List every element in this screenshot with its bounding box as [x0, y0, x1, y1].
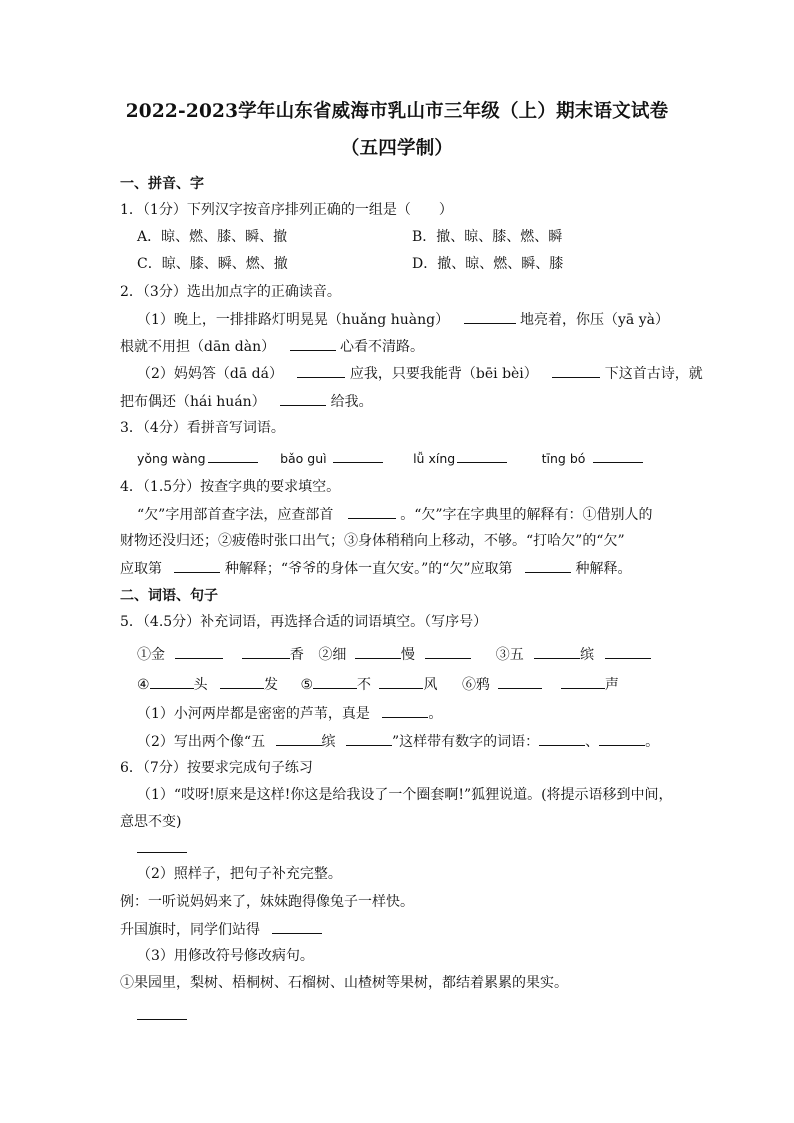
- q4-text-d: 种解释；“爷爷的身体一直欠安。”的“欠”应取第: [224, 561, 513, 577]
- q6-part1-answer: [137, 838, 187, 859]
- pinyin-2: bǎo guì: [280, 451, 327, 466]
- q6-part1-line2: 意思不变): [120, 814, 182, 830]
- q5-word-3: ③五: [495, 647, 524, 663]
- q4-text-e: 种解释。: [575, 561, 632, 577]
- q1-option-b: B．撤、晾、膝、燃、瞬: [412, 229, 563, 245]
- q2-part2-line2: [120, 391, 373, 412]
- answer-blank[interactable]: [137, 1005, 187, 1020]
- q1-option-a: A．晾、燃、膝、瞬、撤: [137, 229, 288, 245]
- q5-sub2-text-a: （2）写出两个像“五: [137, 734, 266, 750]
- answer-blank[interactable]: [276, 731, 322, 746]
- q2-part1-text-a: （1）晚上，一排排路灯明晃晃（huǎng huàng）: [137, 312, 450, 328]
- q3-stem: 3．（4分）看拼音写词语。: [120, 420, 285, 436]
- q5-word-4: ④: [137, 677, 150, 693]
- q5-stem: 5．（4.5分）补充词语，再选择合适的词语填空。（写序号）: [120, 614, 488, 630]
- q5-sub2: [137, 731, 659, 752]
- q5-sub2-text-c: ”这样带有数字的词语：: [391, 734, 540, 750]
- q5-sub2-text-d: 、: [585, 734, 600, 750]
- answer-blank[interactable]: [297, 363, 345, 378]
- answer-blank[interactable]: [313, 674, 357, 689]
- answer-blank[interactable]: [552, 363, 600, 378]
- pinyin-4: tīng bó: [541, 451, 586, 466]
- q4-text-c: 应取第: [120, 561, 162, 577]
- answer-blank[interactable]: [425, 644, 471, 659]
- q6-stem: 6．（7分）按要求完成句子练习: [120, 760, 313, 776]
- q6-part3-answer: [137, 1005, 187, 1026]
- q4-text-b: 。“欠”字在字典里的解释有：①借别人的: [400, 507, 653, 523]
- q5-word-1: ①金: [137, 647, 165, 663]
- answer-blank[interactable]: [539, 731, 585, 746]
- q5-sub1: [137, 703, 442, 724]
- answer-blank[interactable]: [290, 336, 336, 351]
- q5-word-3-mid: 缤: [580, 647, 595, 663]
- q2-part1-text-b: 地亮着，你压（yā yà）: [519, 312, 669, 328]
- q5-sub1-text: （1）小河两岸都是密密的芦苇，真是: [137, 706, 370, 722]
- q2-part2-text-d: 把布偶还（hái huán）: [120, 394, 266, 410]
- q5-word-5-end: 风: [423, 677, 438, 693]
- pinyin-1: yǒng wàng: [137, 451, 206, 466]
- section-heading-2: 二、词语、句子: [120, 588, 218, 604]
- q5-sub1-end: 。: [428, 706, 443, 722]
- exam-subtitle: （五四学制）: [340, 138, 454, 159]
- q5-word-1-end: 香: [289, 647, 304, 663]
- answer-blank[interactable]: [561, 674, 605, 689]
- answer-blank[interactable]: [464, 309, 516, 324]
- answer-blank[interactable]: [208, 448, 258, 463]
- answer-blank[interactable]: [150, 674, 194, 689]
- section-heading-1: 一、拼音、字: [120, 176, 204, 192]
- q5-row2: [137, 674, 619, 695]
- answer-blank[interactable]: [525, 558, 571, 573]
- q5-row1: [137, 644, 651, 665]
- q3-pinyin-row: [137, 448, 643, 469]
- answer-blank[interactable]: [175, 644, 223, 659]
- q6-part1-line1: （1）“哎呀!原来是这样!你这是给我设了一个圈套啊!”狐狸说道。(将提示语移到中间，: [137, 787, 673, 803]
- answer-blank[interactable]: [242, 644, 290, 659]
- q5-word-2: ②细: [318, 647, 347, 663]
- answer-blank[interactable]: [137, 838, 187, 853]
- q5-word-5-mid: 不: [357, 677, 372, 693]
- q2-part1-line1: [137, 309, 669, 330]
- q5-word-4-end: 发: [264, 677, 279, 693]
- q5-word-6: ⑥鸦: [461, 677, 490, 693]
- q4-text-a: “欠”字用部首查字法，应查部首: [137, 507, 334, 523]
- q1-option-c: C．晾、膝、瞬、燃、撤: [137, 256, 288, 272]
- q6-sick-sentence: ①果园里，梨树、梧桐树、石榴树、山楂树等果树，都结着累累的果实。: [120, 975, 568, 991]
- q2-stem: 2．（3分）选出加点字的正确读音。: [120, 284, 341, 300]
- q2-part2-text-e: 给我。: [330, 394, 373, 410]
- q5-word-4-mid: 头: [193, 677, 208, 693]
- q2-part1-text-c: 根就不用担（dān dàn）: [120, 339, 276, 355]
- q2-part1-line2: [120, 336, 424, 357]
- answer-blank[interactable]: [599, 731, 645, 746]
- q6-example: 例：一听说妈妈来了，妹妹跑得像兔子一样快。: [120, 894, 414, 910]
- answer-blank[interactable]: [605, 644, 651, 659]
- q6-part3: （3）用修改符号修改病句。: [137, 948, 314, 964]
- answer-blank[interactable]: [333, 448, 383, 463]
- q5-word-6-end: 声: [604, 677, 619, 693]
- q1-option-d: D．撤、晾、燃、瞬、膝: [412, 256, 564, 272]
- q6-part2: （2）照样子，把句子补充完整。: [137, 866, 342, 882]
- q5-word-2-mid: 慢: [400, 647, 415, 663]
- q4-line3: [120, 558, 631, 579]
- answer-blank[interactable]: [355, 644, 401, 659]
- q1-stem: 1．（1分）下列汉字按音序排列正确的一组是（ ）: [120, 202, 453, 218]
- q2-part1-text-d: 心看不清路。: [340, 339, 425, 355]
- q6-fill-line: [120, 919, 322, 940]
- answer-blank[interactable]: [272, 919, 322, 934]
- q5-sub2-text-b: 缤: [321, 734, 336, 750]
- answer-blank[interactable]: [457, 448, 507, 463]
- answer-blank[interactable]: [379, 674, 423, 689]
- answer-blank[interactable]: [220, 674, 264, 689]
- pinyin-3: lǚ xíng: [413, 451, 456, 466]
- answer-blank[interactable]: [280, 391, 326, 406]
- q2-part2-text-a: （2）妈妈答（dā dá）: [137, 366, 283, 382]
- answer-blank[interactable]: [498, 674, 542, 689]
- q2-part2-text-c: 下这首古诗，就: [604, 366, 703, 382]
- q6-fill-text: 升国旗时，同学们站得: [120, 922, 260, 938]
- answer-blank[interactable]: [534, 644, 580, 659]
- q4-stem: 4．（1.5分）按查字典的要求填空。: [120, 479, 341, 495]
- q2-part2-text-b: 应我，只要我能背（bēi bèi）: [349, 366, 538, 382]
- q4-line2: 财物还没归还；②疲倦时张口出气；③身体稍稍向上移动，不够。“打哈欠”的“欠”: [120, 533, 625, 549]
- answer-blank[interactable]: [593, 448, 643, 463]
- q5-sub2-text-e: 。: [645, 734, 660, 750]
- answer-blank[interactable]: [346, 731, 392, 746]
- q5-word-5: ⑤: [300, 677, 314, 693]
- answer-blank[interactable]: [382, 703, 428, 718]
- q4-line1: [137, 504, 653, 525]
- answer-blank[interactable]: [174, 558, 220, 573]
- q2-part2-line1: [137, 363, 703, 384]
- answer-blank[interactable]: [348, 504, 396, 519]
- exam-title: 2022-2023学年山东省威海市乳山市三年级（上）期末语文试卷: [125, 101, 669, 122]
